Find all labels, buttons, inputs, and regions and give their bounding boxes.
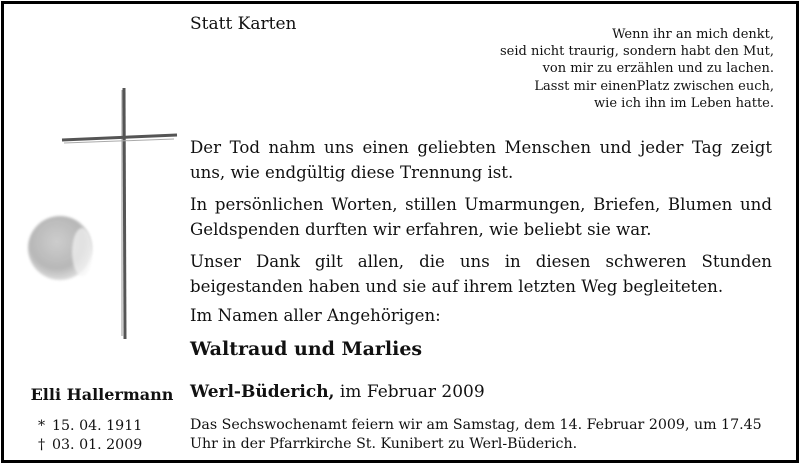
poem-line: wie ich ihn im Leben hatte. xyxy=(594,95,774,111)
death-date-row xyxy=(38,436,142,455)
poem-line: Lasst mir einenPlatz zwischen euch, xyxy=(534,78,774,94)
poem-line: von mir zu erzählen und zu lachen. xyxy=(542,61,774,77)
family-names: Waltraud und Marlies xyxy=(190,338,423,360)
birth-star-icon: * xyxy=(38,418,46,434)
obituary-notice xyxy=(1,1,799,463)
deceased-name: Elli Hallermann xyxy=(30,385,174,404)
poem-line: Wenn ihr an mich denkt, xyxy=(612,27,774,42)
poem xyxy=(500,26,774,112)
death-cross-icon: † xyxy=(38,436,46,453)
place-month: im Februar 2009 xyxy=(334,382,485,402)
body-paragraph: In persönlichen Worten, stillen Umarmungen, Briefen, Blumen und Geldspenden durften wir erfahren, wie beliebt sie war. xyxy=(190,195,772,239)
body-paragraph: Der Tod nahm uns einen geliebten Menschen und jeder Tag zeigt uns, wie endgültig diese Trennung ist. xyxy=(190,138,772,182)
service-announcement: Das Sechswochenamt feiern wir am Samstag, dem 14. Februar 2009, um 17.45 Uhr in der Pfarrkirche St. Kunibert zu Werl-Büderich. xyxy=(190,417,762,452)
place-date xyxy=(190,382,485,402)
closing-line: Im Namen aller Angehörigen: xyxy=(190,306,441,325)
statt-karten-label: Statt Karten xyxy=(190,14,297,34)
body-text xyxy=(190,136,772,307)
birth-date-row xyxy=(38,417,142,436)
death-date: 03. 01. 2009 xyxy=(52,436,143,453)
life-dates xyxy=(38,417,142,454)
cross-with-sun-icon xyxy=(22,74,182,349)
body-paragraph: Unser Dank gilt allen, die uns in diesen schweren Stunden beigestanden haben und sie auf ihrem letzten Weg begleiteten. xyxy=(190,252,772,296)
birth-date: 15. 04. 1911 xyxy=(52,418,143,434)
place-town: Werl-Büderich, xyxy=(190,382,335,402)
poem-line: seid nicht traurig, sondern habt den Mut, xyxy=(499,44,774,60)
